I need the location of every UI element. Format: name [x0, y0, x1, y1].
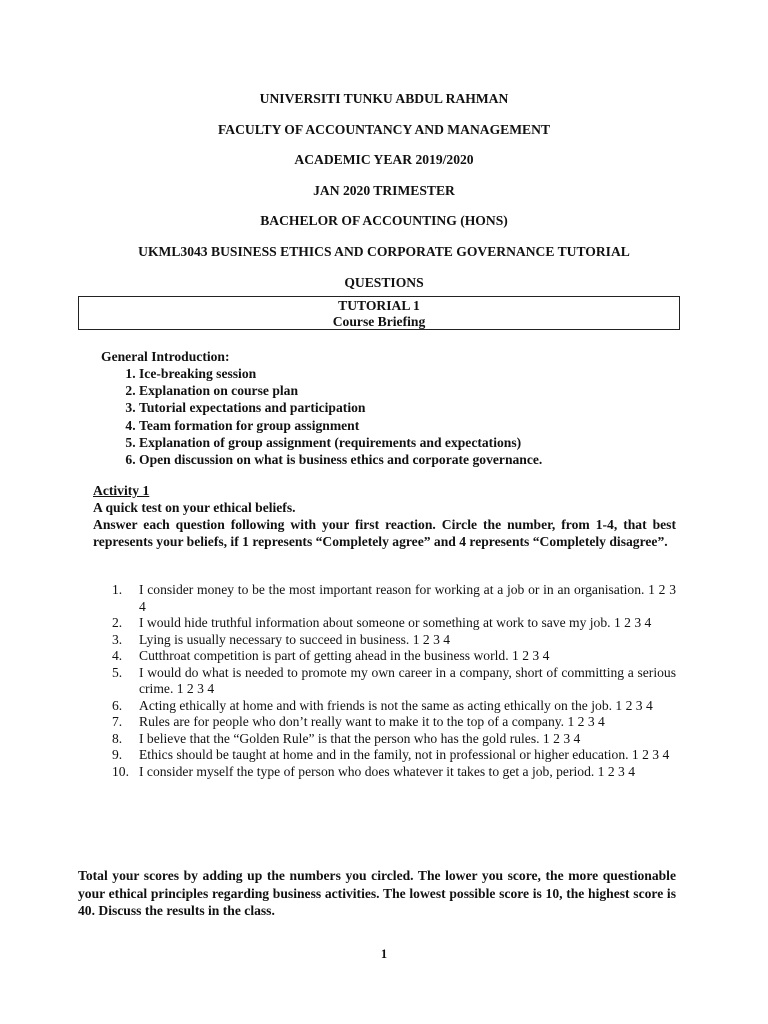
university-name: UNIVERSITI TUNKU ABDUL RAHMAN — [259, 91, 509, 106]
intro-item: 2. Explanation on course plan — [139, 382, 542, 399]
intro-item: 1. Ice-breaking session — [139, 365, 542, 382]
question-number: 10. — [112, 763, 129, 779]
question-number: 9. — [112, 747, 123, 762]
intro-title: General Introduction: — [101, 349, 230, 364]
trimester: JAN 2020 TRIMESTER — [313, 182, 455, 198]
programme: BACHELOR OF ACCOUNTING (HONS) — [260, 213, 508, 229]
page-number: 1 — [380, 947, 388, 961]
general-introduction — [101, 348, 542, 468]
list-item — [112, 764, 676, 781]
question-text: I consider money to be the most important reason for working at a job or in an organisation. 1 2 3 4 — [139, 582, 676, 614]
question-text: I consider myself the type of person who does whatever it takes to get a job, period. 1 2 3 4 — [139, 763, 636, 779]
tutorial-title-box — [78, 296, 680, 330]
question-number: 4. — [112, 648, 123, 663]
activity-subtitle: A quick test on your ethical beliefs. — [93, 500, 296, 515]
course-title: UKML3043 BUSINESS ETHICS AND CORPORATE GOVERNANCE TUTORIAL — [138, 243, 630, 259]
list-item — [112, 698, 676, 715]
question-text: Acting ethically at home and with friends is not the same as acting ethically on the job. 1 2 3 4 — [139, 697, 653, 713]
list-item — [112, 731, 676, 748]
scoring-summary: Total your scores by adding up the numbers you circled. The lower you score, the more questionable your ethical principles regarding business activities. The lowest possible score is 10, the highest score is 40. Discuss the results in the class. — [78, 868, 676, 918]
question-text: I believe that the “Golden Rule” is that the person who has the gold rules. 1 2 3 4 — [139, 730, 581, 746]
activity-section — [93, 482, 676, 550]
intro-list — [101, 365, 542, 468]
question-number: 7. — [112, 714, 123, 729]
question-number: 8. — [112, 730, 123, 746]
activity-instructions: Answer each question following with your first reaction. Circle the number, from 1-4, that best represents your beliefs, if 1 represents “Completely agree” and 4 represents “Completely disagree”. — [93, 517, 676, 549]
document-header — [0, 84, 768, 298]
intro-item: 3. Tutorial expectations and participation — [139, 399, 542, 416]
question-text: I would hide truthful information about someone or something at work to save my job. 1 2 3 4 — [139, 615, 652, 630]
document-type: QUESTIONS — [344, 274, 424, 290]
question-number: 2. — [112, 615, 123, 630]
intro-item: 4. Team formation for group assignment — [139, 417, 542, 434]
faculty-name: FACULTY OF ACCOUNTANCY AND MANAGEMENT — [217, 121, 551, 137]
activity-title: Activity 1 — [93, 483, 150, 498]
tutorial-title: TUTORIAL 1 — [338, 298, 420, 313]
question-text: Ethics should be taught at home and in the family, not in professional or higher education. 1 2 3 4 — [139, 747, 670, 762]
question-number: 3. — [112, 631, 123, 647]
intro-item: 5. Explanation of group assignment (requirements and expectations) — [139, 434, 542, 451]
list-item — [112, 615, 676, 632]
list-item — [112, 747, 676, 764]
question-list — [112, 582, 676, 780]
intro-item: 6. Open discussion on what is business ethics and corporate governance. — [139, 451, 542, 468]
academic-year: ACADEMIC YEAR 2019/2020 — [294, 152, 474, 168]
question-number: 1. — [112, 582, 123, 597]
list-item — [112, 632, 676, 649]
list-item — [112, 665, 676, 698]
question-text: Cutthroat competition is part of getting ahead in the business world. 1 2 3 4 — [139, 648, 550, 663]
list-item — [112, 648, 676, 665]
question-number: 6. — [112, 697, 123, 713]
question-text: Rules are for people who don’t really want to make it to the top of a company. 1 2 3 4 — [139, 714, 605, 729]
list-item — [112, 582, 676, 615]
question-text: Lying is usually necessary to succeed in business. 1 2 3 4 — [139, 631, 451, 647]
tutorial-subtitle: Course Briefing — [332, 314, 426, 329]
list-item — [112, 714, 676, 731]
question-number: 5. — [112, 664, 123, 680]
question-text: I would do what is needed to promote my own career in a company, short of committing a serious crime. 1 2 3 4 — [139, 664, 676, 696]
